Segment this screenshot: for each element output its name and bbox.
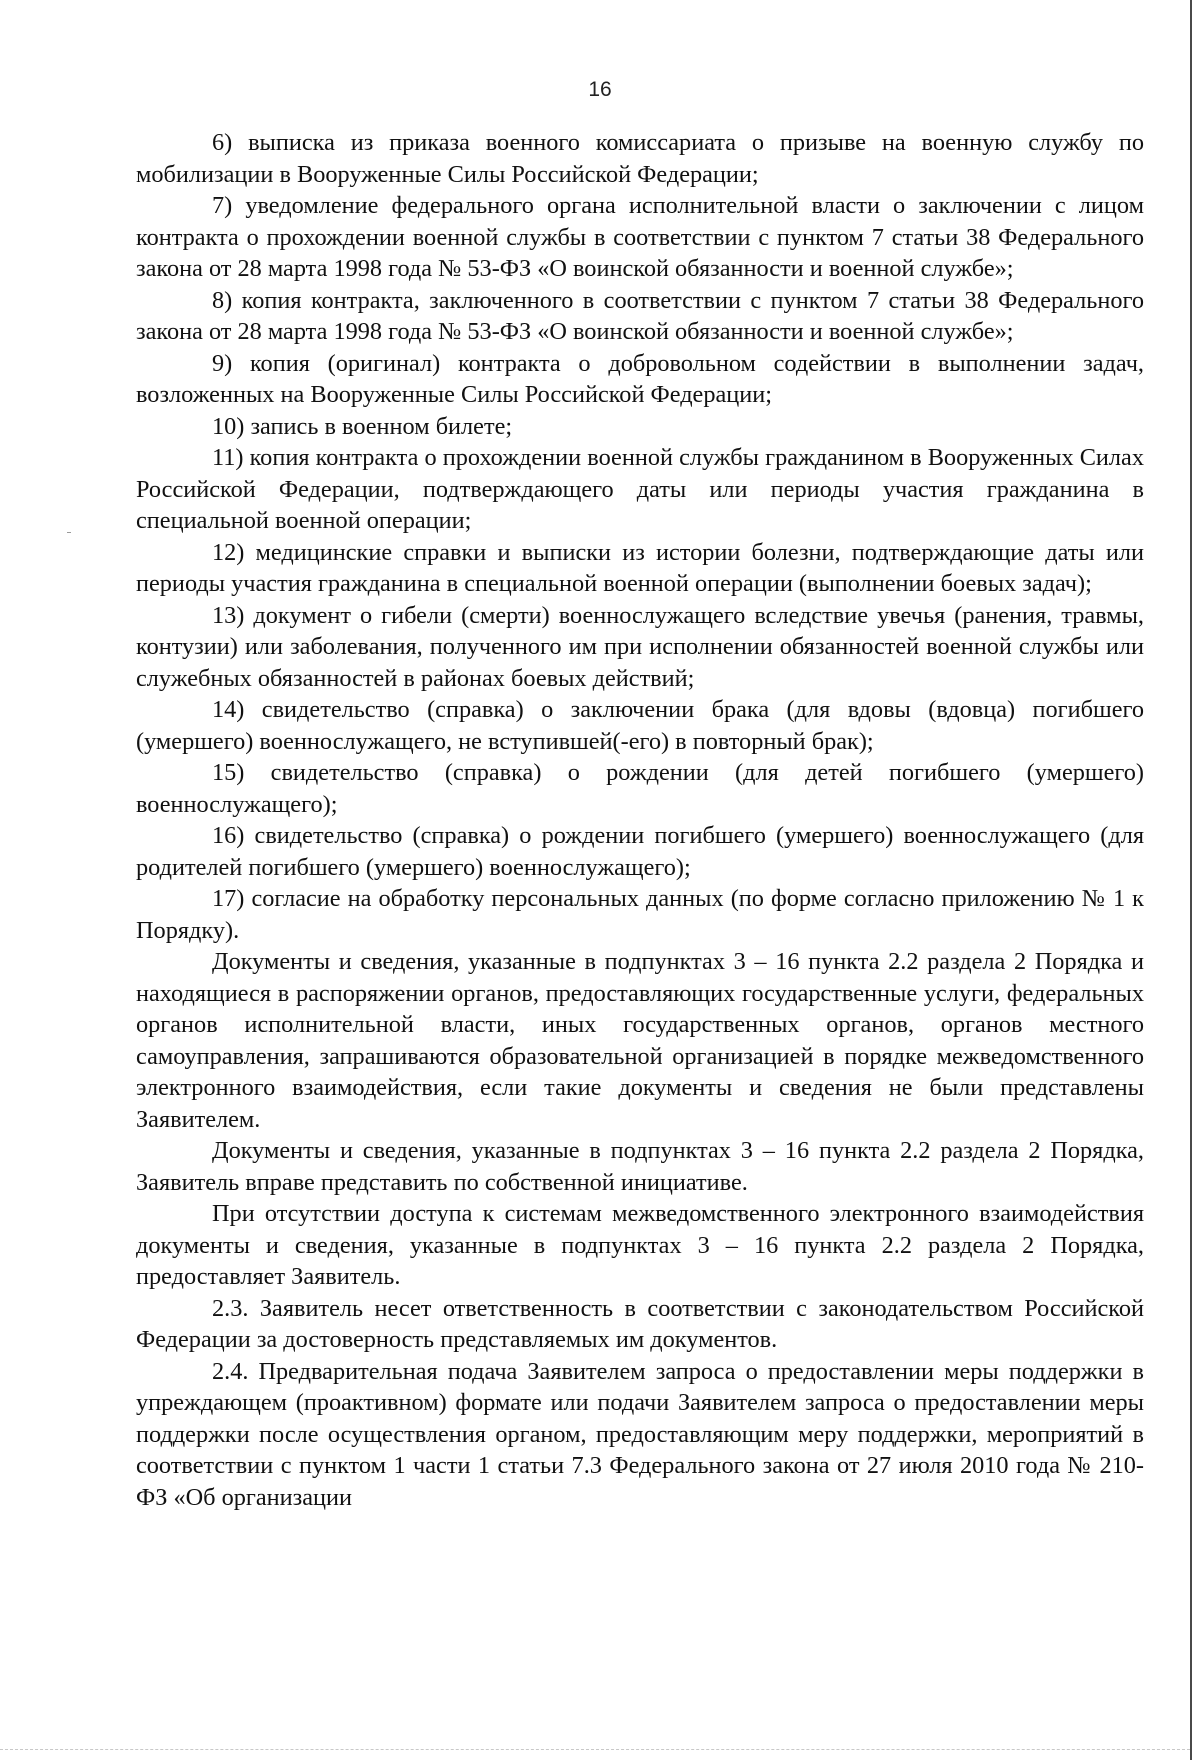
scan-mark: [67, 532, 71, 533]
document-body: [136, 127, 1144, 1513]
page-edge-shadow: [1190, 0, 1192, 1760]
bottom-scan-line: [0, 1749, 1190, 1750]
page-number: 16: [588, 78, 612, 101]
list-item-12: 12) медицинские справки и выписки из истории болезни, подтверждающие даты или периоды участия гражданина в специальной военной операции (выполнении боевых задач);: [136, 538, 1144, 597]
paragraph-own-initiative: Документы и сведения, указанные в подпунктах 3 – 16 пункта 2.2 раздела 2 Порядка, Заявитель вправе представить по собственной инициативе.: [136, 1137, 1144, 1196]
section-2-3: 2.3. Заявитель несет ответственность в соответствии с законодательством Российской Федерации за достоверность представляемых им документов.: [136, 1294, 1144, 1353]
list-item-17: 17) согласие на обработку персональных данных (по форме согласно приложению № 1 к Порядку).: [136, 885, 1144, 944]
list-item-6: 6) выписка из приказа военного комиссариата о призыве на военную службу по мобилизации в Вооруженные Силы Российской Федерации;: [136, 129, 1144, 188]
list-item-14: 14) свидетельство (справка) о заключении брака (для вдовы (вдовца) погибшего (умершего) военнослужащего, не вступившей(-его) в повторный брак);: [136, 696, 1144, 755]
paragraph-no-access: При отсутствии доступа к системам межведомственного электронного взаимодействия документы и сведения, указанные в подпунктах 3 – 16 пункта 2.2 раздела 2 Порядка, предоставляет Заявитель.: [136, 1200, 1144, 1290]
list-item-8: 8) копия контракта, заключенного в соответствии с пунктом 7 статьи 38 Федерального закона от 28 марта 1998 года № 53-ФЗ «О воинской обязанности и военной службе»;: [136, 286, 1144, 345]
list-item-7: 7) уведомление федерального органа исполнительной власти о заключении с лицом контракта о прохождении военной службы в соответствии с пунктом 7 статьи 38 Федерального закона от 28 марта 1998 года № 53-ФЗ «О воинской обязанности и военной службе»;: [136, 192, 1144, 282]
list-item-16: 16) свидетельство (справка) о рождении погибшего (умершего) военнослужащего (для родителей погибшего (умершего) военнослужащего);: [136, 822, 1144, 881]
list-item-13: 13) документ о гибели (смерти) военнослужащего вследствие увечья (ранения, травмы, контузии) или заболевания, полученного им при исполнении обязанностей военной службы или служебных обязанностей в районах боевых действий;: [136, 601, 1144, 692]
section-2-4: 2.4. Предварительная подача Заявителем запроса о предоставлении меры поддержки в упреждающем (проактивном) формате или подачи Заявителем запроса о предоставлении меры поддержки после осуществления органом, предоставляющим меру поддержки, мероприятий в соответствии с пунктом 1 части 1 статьи 7.3 Федерального закона от 27 июля 2010 года № 210-ФЗ «Об организации: [136, 1357, 1144, 1511]
paragraph-interagency-request: Документы и сведения, указанные в подпунктах 3 – 16 пункта 2.2 раздела 2 Порядка и находящиеся в распоряжении органов, предоставляющих государственные услуги, федеральных органов исполнительной власти, иных государственных органов, органов местного самоуправления, запрашиваются образовательной организацией в порядке межведомственного электронного взаимодействия, если такие документы и сведения не были представлены Заявителем.: [136, 948, 1144, 1133]
list-item-9: 9) копия (оригинал) контракта о добровольном содействии в выполнении задач, возложенных на Вооруженные Силы Российской Федерации;: [136, 349, 1144, 408]
list-item-15: 15) свидетельство (справка) о рождении (для детей погибшего (умершего) военнослужащего);: [136, 759, 1144, 818]
list-item-10: 10) запись в военном билете;: [212, 412, 513, 440]
list-item-11: 11) копия контракта о прохождении военной службы гражданином в Вооруженных Силах Российской Федерации, подтверждающего даты или периоды участия гражданина в специальной военной операции;: [136, 444, 1144, 534]
